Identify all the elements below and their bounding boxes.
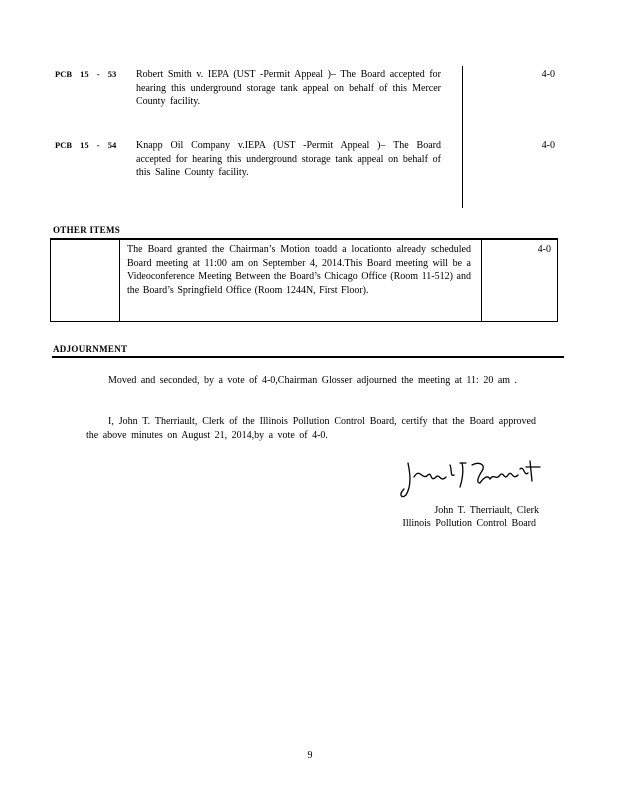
- case-number: PCB 15 - 53: [55, 69, 117, 79]
- table-divider-right: [481, 240, 482, 322]
- other-items-heading: OTHER ITEMS: [53, 225, 121, 235]
- cases-column-divider: [462, 66, 463, 208]
- adjournment-rule: [52, 356, 564, 358]
- adjournment-heading: ADJOURNMENT: [53, 344, 128, 354]
- case-vote: 4-0: [541, 69, 555, 80]
- case-description: Robert Smith v. IEPA (UST -Permit Appeal )– The Board accepted for hearing this underground storage tank appeal on behalf of this Mercer County facility.: [136, 69, 441, 107]
- case-vote: 4-0: [541, 140, 555, 151]
- certification-paragraph: I, John T. Therriault, Clerk of the Illinois Pollution Control Board, certify that the Board approved the above minutes on August 21, 2014,by a vote of 4-0.: [86, 416, 536, 441]
- other-items-vote: 4-0: [537, 244, 551, 255]
- case-number: PCB 15 - 54: [55, 140, 117, 150]
- signature-image: [400, 455, 550, 501]
- table-divider-left: [119, 240, 120, 322]
- other-items-text: The Board granted the Chairman’s Motion toadd a locationto already scheduled Board meeting at 11:00 am on September 4, 2014.This Board meeting will be a Videoconference Meeting Between the Board’s Chicago Office (Room 11-512) and the Board’s Springfield Office (Room 1244N, First Floor).: [127, 244, 471, 296]
- other-items-table: [50, 238, 558, 322]
- case-description: Knapp Oil Company v.IEPA (UST -Permit Appeal )– The Board accepted for hearing this underground storage tank appeal on behalf of this Saline County facility.: [136, 140, 441, 178]
- signer-organization: Illinois Pollution Control Board: [402, 518, 536, 529]
- adjournment-paragraph: Moved and seconded, by a vote of 4-0,Chairman Glosser adjourned the meeting at 11: 20 am .: [108, 375, 518, 386]
- signer-name: John T. Therriault, Clerk: [434, 505, 539, 516]
- page-number: 9: [307, 750, 313, 761]
